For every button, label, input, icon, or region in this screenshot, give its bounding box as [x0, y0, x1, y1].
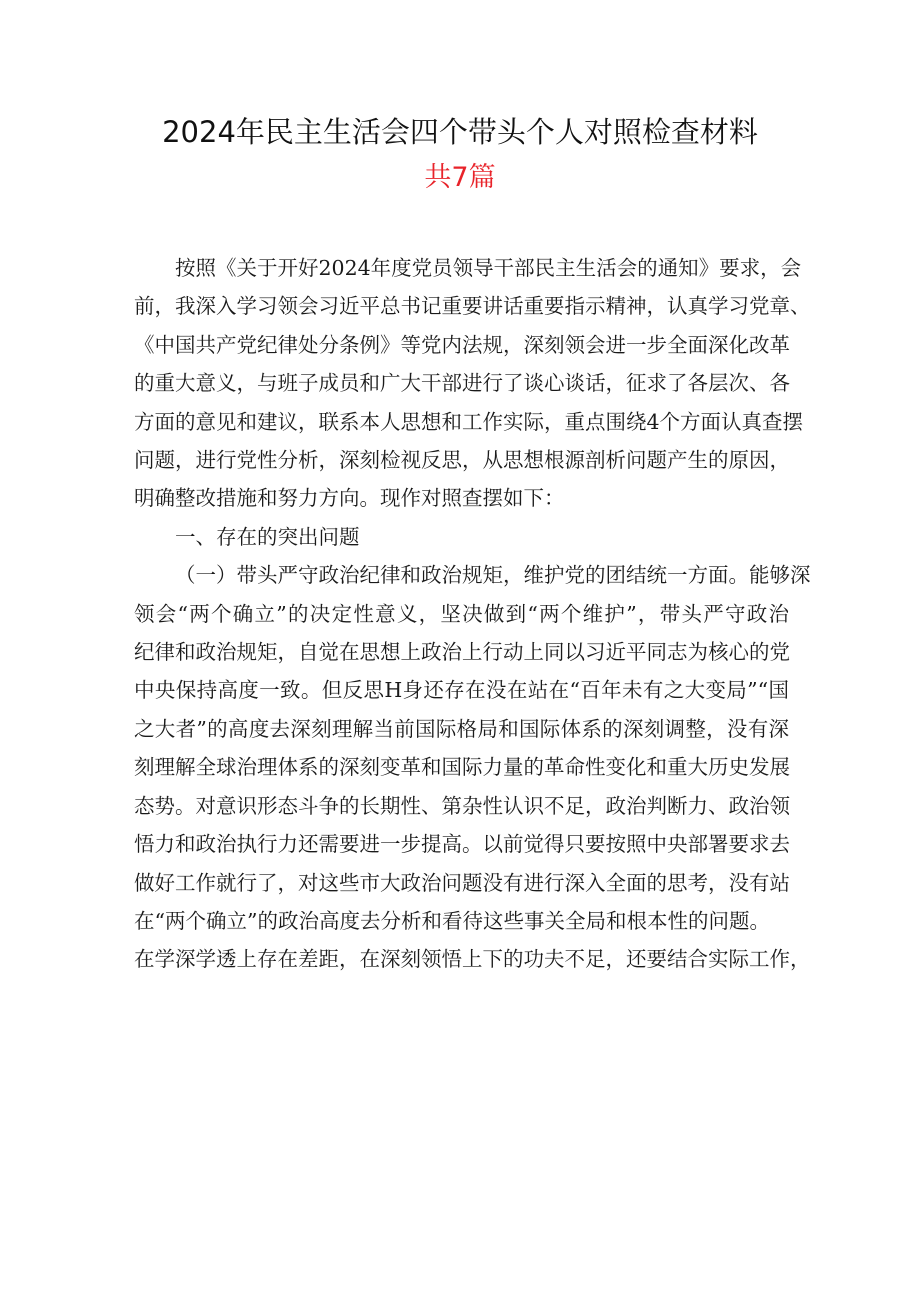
section-line: 刻理解全球治理体系的深刻变革和国际力量的革命性变化和重大历史发展	[134, 755, 790, 780]
intro-line: 前，我深入学习领会习近平总书记重要讲话重要指示精神，认真学习党章、	[134, 294, 811, 319]
section-line: 领会“两个确立”的决定性意义，坚决做到“两个维护”，带头严守政治	[134, 601, 789, 626]
intro-line: 问题，进行党性分析，深刻检视反思，从思想根源剖析问题产生的原因，	[134, 448, 790, 473]
section-line: 纪律和政治规矩，自觉在思想上政治上行动上同以习近平同志为核心的党	[134, 640, 790, 665]
section-line: （一）带头严守政治纪律和政治规矩，维护党的团结统一方面。能够深	[175, 563, 811, 588]
section-line: 在“两个确立”的政治高度去分析和看待这些事关全局和根本性的问题。	[134, 908, 770, 933]
section-paragraph	[134, 556, 811, 978]
intro-line: 方面的意见和建议，联系本人思想和工作实际，重点围绕4个方面认真查摆	[134, 409, 804, 434]
section-line: 中央保持高度一致。但反思H身还存在没在站在“百年未有之大变局”“国	[134, 678, 789, 703]
intro-line: 的重大意义，与班子成员和广大干部进行了谈心谈话，征求了各层次、各	[134, 371, 790, 396]
section-line: 之大者”的高度去深刻理解当前国际格局和国际体系的深刻调整，没有深	[134, 716, 789, 741]
document-title: 2024年民主生活会四个带头个人对照检查材料	[162, 115, 758, 149]
document-subtitle: 共7篇	[424, 162, 496, 193]
intro-line: 明确整改措施和努力方向。现作对照查摆如下：	[134, 486, 565, 511]
intro-line: 按照《关于开好2024年度党员领导干部民主生活会的通知》要求，会	[175, 256, 802, 280]
section-line: 在学深学透上存在差距，在深刻领悟上下的功夫不足，还要结合实际工作，	[134, 947, 811, 972]
document-body	[134, 249, 811, 979]
intro-line: 《中国共产党纪律处分条例》等党内法规，深刻领会进一步全面深化改革	[134, 332, 790, 357]
section-line: 态势。对意识形态斗争的长期性、第杂性认识不足，政治判断力、政治领	[134, 793, 790, 818]
section-heading: 一、存在的突出问题	[175, 524, 360, 549]
section-line: 悟力和政治执行力还需要进一步提高。以前觉得只要按照中央部署要求去	[134, 832, 790, 857]
intro-paragraph	[134, 249, 811, 518]
section-line: 做好工作就行了，对这些市大政治问题没有进行深入全面的思考，没有站	[134, 870, 790, 895]
